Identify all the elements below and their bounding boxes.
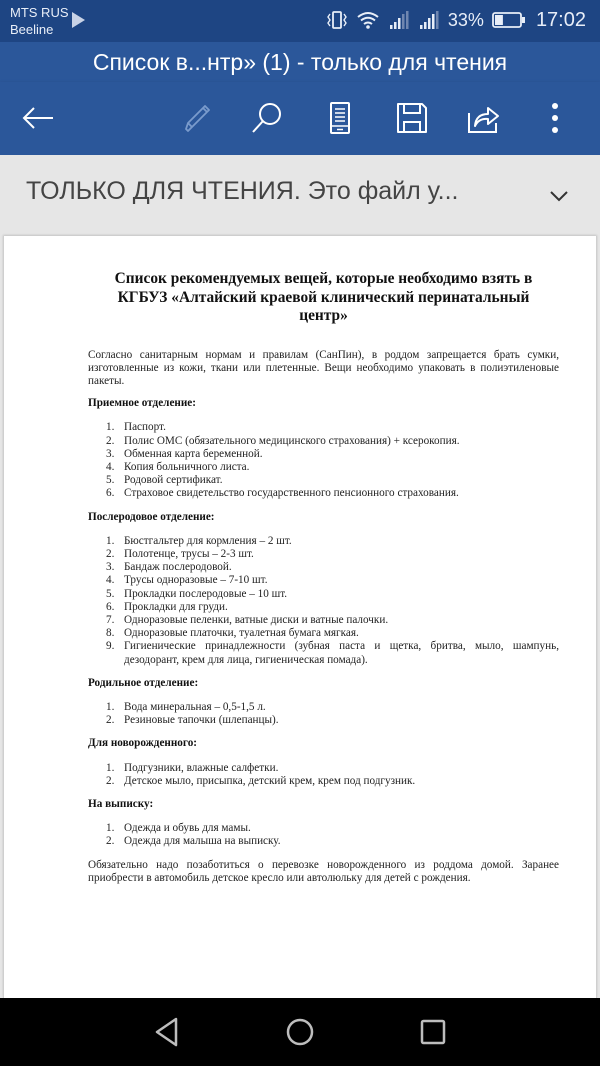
list-item-text: Резиновые тапочки (шлепанцы). <box>124 714 279 727</box>
list-item <box>88 588 559 601</box>
signal-sim1-icon <box>388 10 410 30</box>
nav-home-icon <box>285 1017 315 1047</box>
list-item <box>88 601 559 614</box>
list-item <box>88 535 559 548</box>
section-list <box>88 701 559 727</box>
list-item <box>88 762 559 775</box>
carrier-info <box>10 4 69 38</box>
list-item-number: 5. <box>106 587 115 600</box>
back-button[interactable] <box>16 96 60 140</box>
list-item-text: Гигиенические принадлежности (зубная паста и щетка, бритва, мыло, шампунь, дезодорант, крем для лица, гигиеническая помада). <box>124 640 559 666</box>
list-item-number: 3. <box>106 447 115 460</box>
toolbar <box>0 82 600 155</box>
list-item-number: 2. <box>106 434 115 447</box>
list-item-text: Паспорт. <box>124 421 166 434</box>
edit-button[interactable] <box>175 96 219 140</box>
list-item-number: 6. <box>106 600 115 613</box>
list-item-text: Трусы одноразовые – 7-10 шт. <box>124 574 268 587</box>
list-item-number: 4. <box>106 574 115 587</box>
document-sections <box>88 397 559 848</box>
nav-home-button[interactable] <box>280 1012 320 1052</box>
list-item-text: Прокладки послеродовые – 10 шт. <box>124 587 288 600</box>
list-item <box>88 474 559 487</box>
battery-icon <box>492 10 526 30</box>
list-item <box>88 640 559 666</box>
nav-recents-button[interactable] <box>413 1012 453 1052</box>
play-store-icon <box>72 12 85 28</box>
nav-back-icon <box>153 1016 181 1048</box>
battery-percent: 33% <box>447 9 484 30</box>
nav-recents-icon <box>419 1018 447 1046</box>
share-button[interactable] <box>461 96 505 140</box>
list-item <box>88 561 559 574</box>
system-navigation-bar <box>0 998 600 1066</box>
list-item <box>88 627 559 640</box>
list-item <box>88 487 559 500</box>
list-item-text: Одноразовые пеленки, ватные диски и ватные палочки. <box>124 613 389 626</box>
list-item-text: Бандаж послеродовой. <box>124 561 232 574</box>
list-item-text: Бюстгальтер для кормления – 2 шт. <box>124 534 292 547</box>
status-icons <box>326 6 586 34</box>
document-page[interactable] <box>3 236 597 998</box>
wifi-icon <box>356 10 380 30</box>
list-item <box>88 421 559 434</box>
document-heading: Список рекомендуемых вещей, которые необходимо взять в КГБУЗ «Алтайский краевой клинический перинатальный центр» <box>114 270 533 324</box>
list-item-text: Копия больничного листа. <box>124 460 250 473</box>
list-item-number: 4. <box>106 460 115 473</box>
section-heading: На выписку: <box>88 797 154 810</box>
list-item-text: Одноразовые платочки, туалетная бумага мягкая. <box>124 627 359 640</box>
list-item <box>88 435 559 448</box>
read-only-banner[interactable] <box>0 155 600 235</box>
list-item-number: 3. <box>106 561 115 574</box>
mobile-view-button[interactable] <box>318 96 362 140</box>
list-item <box>88 714 559 727</box>
list-item <box>88 574 559 587</box>
more-vertical-icon <box>549 101 561 135</box>
list-item-text: Обменная карта беременной. <box>124 447 263 460</box>
list-item <box>88 448 559 461</box>
document-title: Список в...нтр» (1) - только для чтения <box>92 49 508 75</box>
signal-sim2-icon <box>418 10 440 30</box>
list-item <box>88 822 559 835</box>
list-item-number: 1. <box>106 761 115 774</box>
document-content <box>88 270 559 894</box>
mobile-view-icon <box>327 101 353 135</box>
list-item-number: 2. <box>106 714 115 727</box>
list-item-text: Полотенце, трусы – 2-3 шт. <box>124 547 254 560</box>
list-item-number: 1. <box>106 822 115 835</box>
section-list <box>88 822 559 848</box>
section-list <box>88 762 559 788</box>
list-item <box>88 835 559 848</box>
status-bar <box>0 0 600 42</box>
list-item-number: 2. <box>106 774 115 787</box>
list-item-number: 8. <box>106 627 115 640</box>
search-icon <box>250 101 284 135</box>
list-item-text: Вода минеральная – 0,5-1,5 л. <box>124 700 266 713</box>
list-item-number: 1. <box>106 421 115 434</box>
section-heading: Для новорожденного: <box>88 737 198 750</box>
section-heading: Послеродовое отделение: <box>88 510 215 523</box>
read-only-message: ТОЛЬКО ДЛЯ ЧТЕНИЯ. Это файл у... <box>26 177 459 205</box>
list-item <box>88 614 559 627</box>
carrier-1: MTS RUS <box>10 5 69 20</box>
nav-back-button[interactable] <box>147 1012 187 1052</box>
list-item-text: Одежда для малыша на выписку. <box>124 835 281 848</box>
chevron-down-icon[interactable] <box>546 183 572 209</box>
list-item-text: Одежда и обувь для мамы. <box>124 822 251 835</box>
closing-paragraph: Обязательно надо позаботиться о перевозке новорожденного из роддома домой. Заранее приобрести в автомобиль детское кресло или автолюльку для детей с рождения. <box>88 858 559 884</box>
clock: 17:02 <box>535 8 586 31</box>
share-icon <box>466 101 500 135</box>
more-options-button[interactable] <box>533 96 577 140</box>
save-icon <box>395 101 429 135</box>
list-item <box>88 548 559 561</box>
list-item <box>88 775 559 788</box>
list-item-number: 1. <box>106 700 115 713</box>
find-button[interactable] <box>245 96 289 140</box>
list-item <box>88 701 559 714</box>
list-item-number: 2. <box>106 835 115 848</box>
list-item-number: 2. <box>106 547 115 560</box>
list-item-number: 6. <box>106 487 115 500</box>
carrier-2: Beeline <box>10 22 54 37</box>
arrow-left-icon <box>21 106 55 130</box>
list-item-text: Страховое свидетельство государственного пенсионного страхования. <box>124 487 459 500</box>
section-heading: Приемное отделение: <box>88 397 197 410</box>
pencil-icon <box>180 101 214 135</box>
list-item-text: Прокладки для груди. <box>124 600 228 613</box>
list-item-text: Полис ОМС (обязательного медицинского страхования) + ксерокопия. <box>124 434 460 447</box>
section-heading: Родильное отделение: <box>88 676 199 689</box>
list-item-number: 9. <box>106 640 115 653</box>
save-button[interactable] <box>390 96 434 140</box>
list-item-text: Детское мыло, присыпка, детский крем, крем под подгузник. <box>124 774 416 787</box>
list-item-number: 7. <box>106 613 115 626</box>
document-title-bar <box>0 42 600 82</box>
section-list <box>88 421 559 500</box>
list-item-number: 5. <box>106 474 115 487</box>
list-item-number: 1. <box>106 534 115 547</box>
vibrate-icon <box>326 10 348 30</box>
list-item-text: Подгузники, влажные салфетки. <box>124 761 279 774</box>
list-item-text: Родовой сертификат. <box>124 474 223 487</box>
list-item <box>88 461 559 474</box>
intro-paragraph: Согласно санитарным нормам и правилам (СанПин), в роддом запрещается брать сумки, изготовленные из кожи, ткани или плетенные. Вещи необходимо упаковать в полиэтиленовые пакеты. <box>88 348 559 387</box>
section-list <box>88 535 559 667</box>
